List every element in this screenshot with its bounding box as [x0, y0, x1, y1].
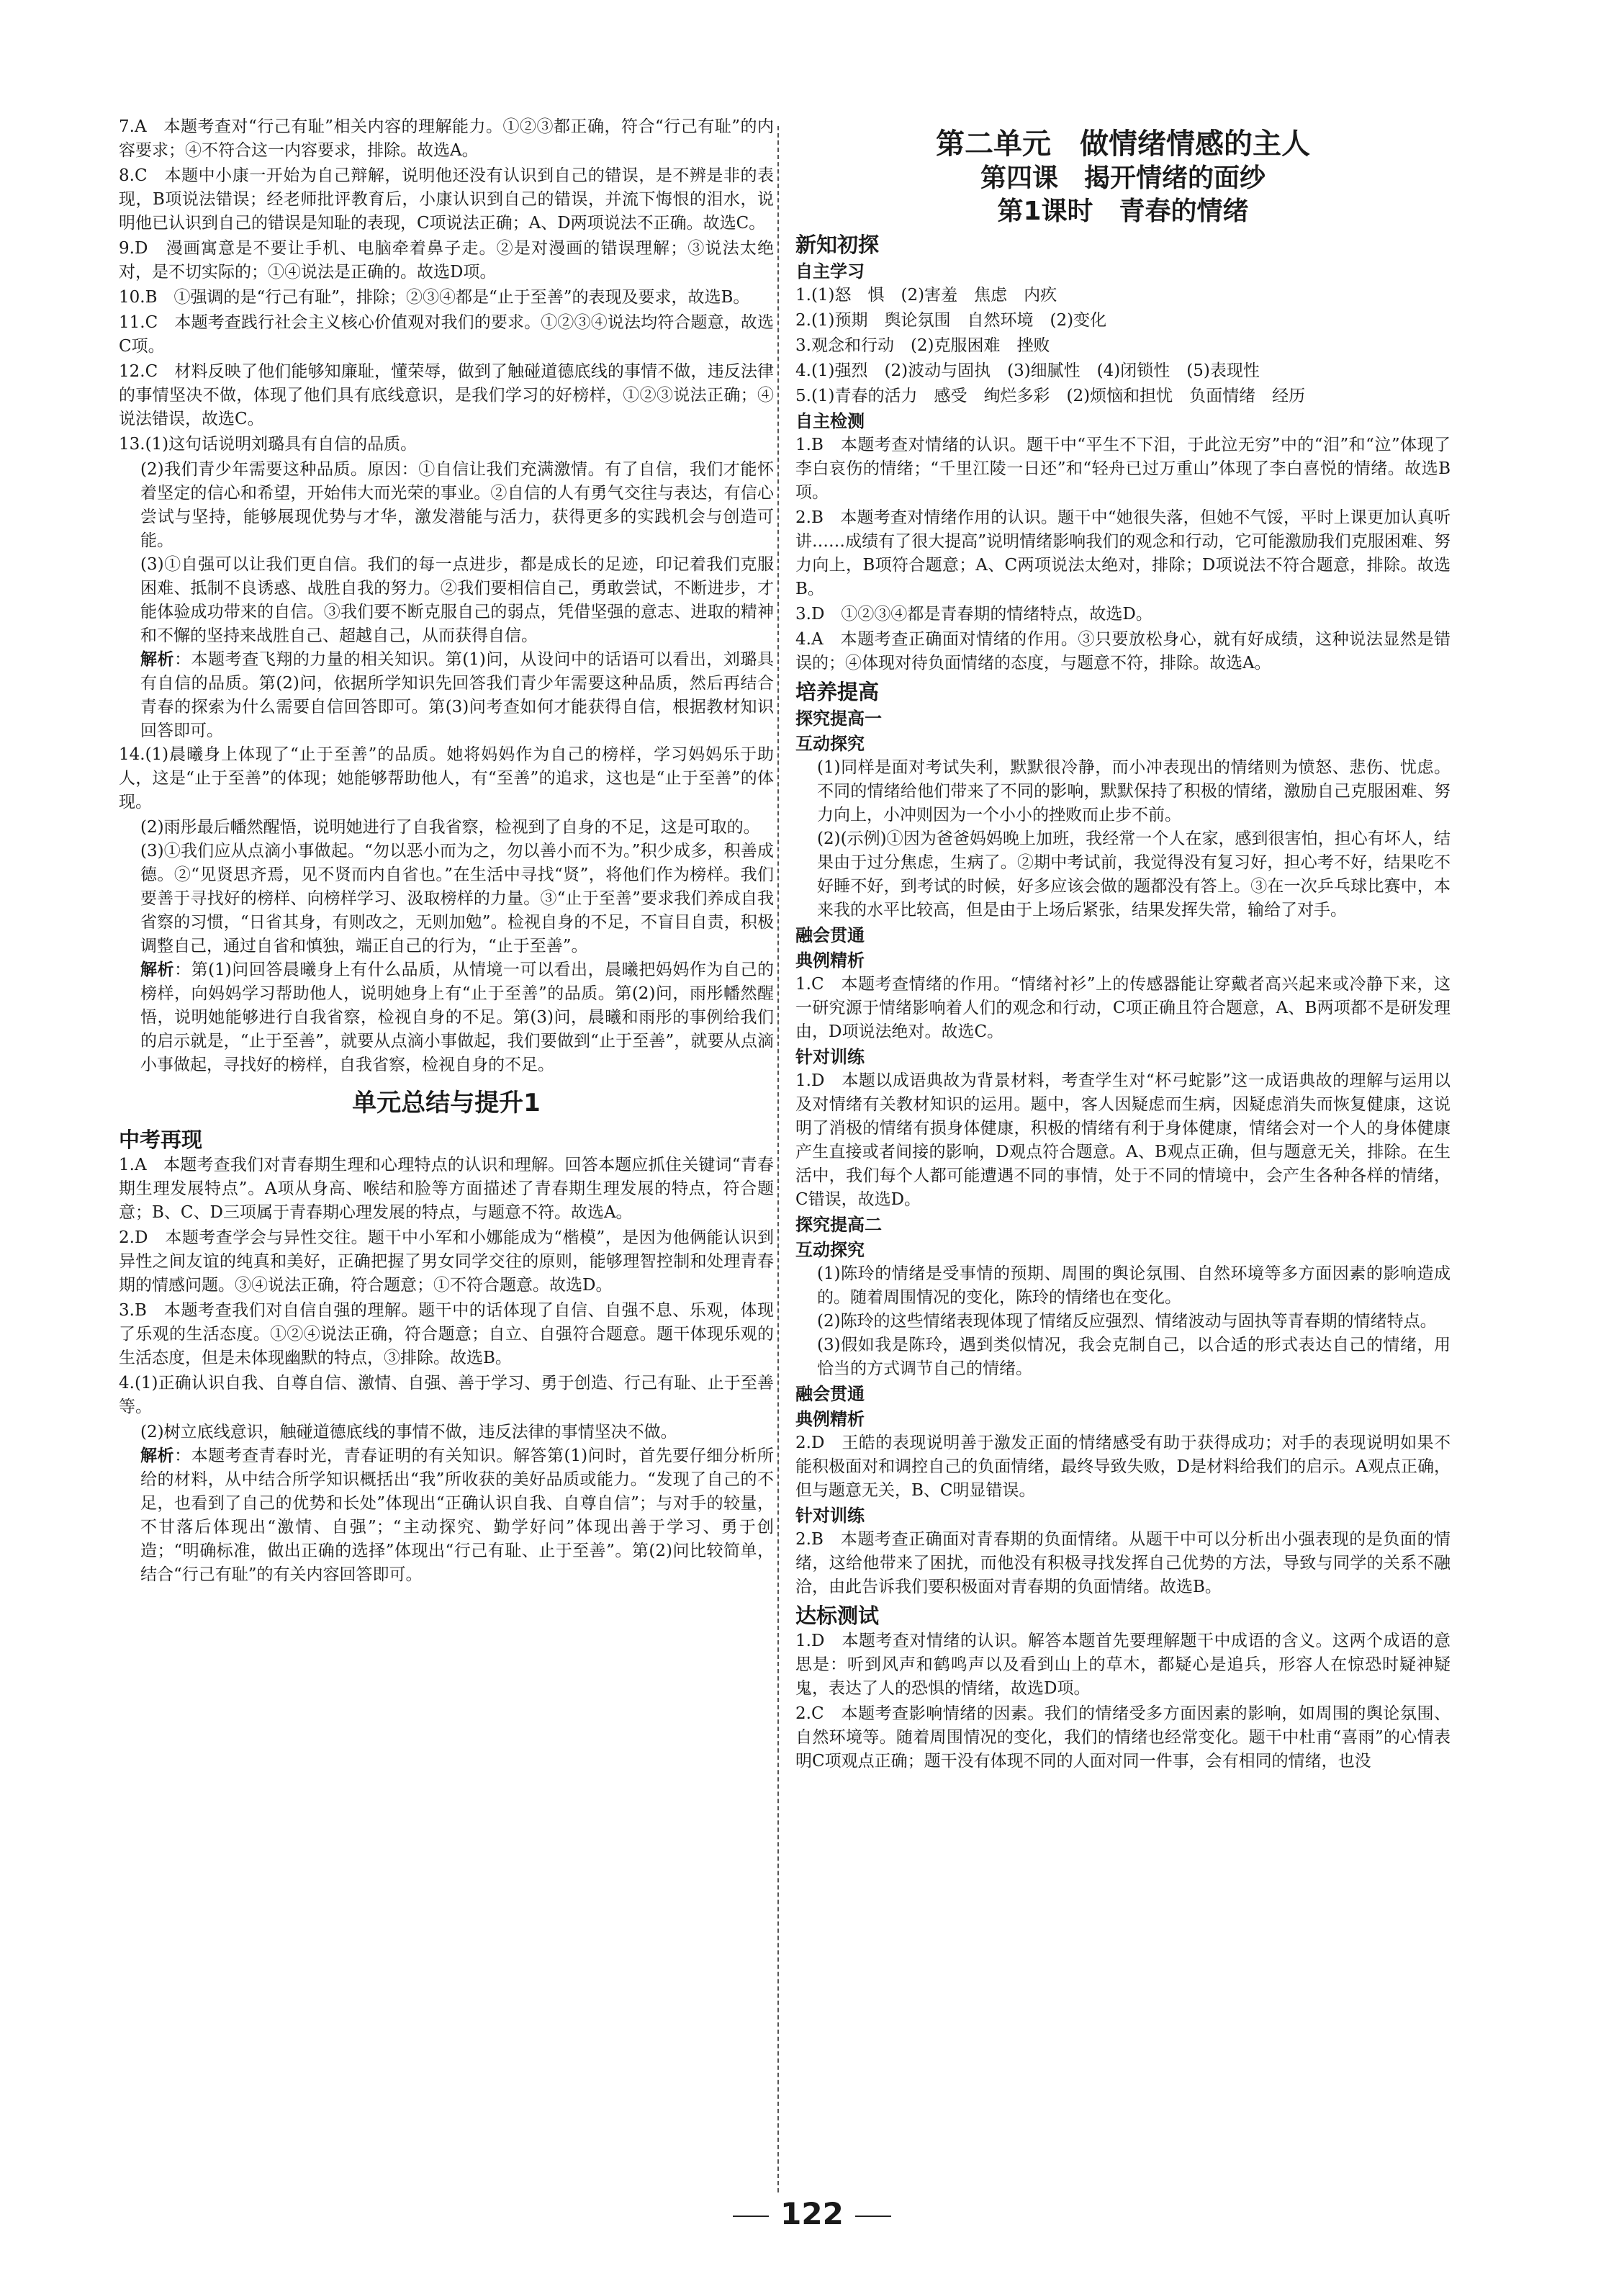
answer-item: 8.C 本题中小康一开始为自己辩解，说明他还没有认识到自己的错误，是不辨是非的表现，B项说法错误；经老师批评教育后，小康认识到自己的错误，并流下悔恨的泪水，说明他已认识到自己的错误是知耻的表现，C项说法正确；A、D两项说法不正确。故选C。 — [119, 166, 774, 233]
subsection-heading: 典例精析 — [795, 950, 865, 971]
answer-13-part-3: (3)①自强可以让我们更自信。我们的每一点进步，都是成长的足迹，印记着我们克服困难、抵制不良诱惑、战胜自我的努力。②我们要相信自己，勇敢尝试，不断进步，才能体验成功带来的自信。③我们要不断克服自己的弱点，凭借坚强的意志、进取的精神和不懈的坚持来战胜自己、超越自己，从而获得自信。 — [140, 555, 774, 645]
zhongkao-4-part-1: 4.(1)正确认识自我、自尊自信、激情、自强、善于学习、勇于创造、行己有耻、止于至善等。 — [119, 1374, 774, 1416]
test-item: 1.D 本题考查对情绪的认识。解答本题首先要理解题干中成语的含义。这两个成语的意思是：听到风声和鹤鸣声以及看到山上的草木，都疑心是追兵，形容人在惊恐时疑神疑鬼，表达了人的恐惧的情绪，故选D项。 — [795, 1632, 1451, 1698]
explore-item: (2)(示例)①因为爸爸妈妈晚上加班，我经常一个人在家，感到很害怕，担心有坏人，结果由于过分焦虑，生病了。②期中考试前，我觉得没有复习好，担心考不好，结果吃不好睡不好，到考试的时候，好多应该会做的题都没有答上。③在一次乒乓球比赛中，本来我的水平比较高，但是由于上场后紧张，结果发挥失常，输给了对手。 — [817, 829, 1451, 919]
subsection-heading: 典例精析 — [795, 1409, 865, 1429]
analysis-label: 解析 — [140, 650, 175, 669]
explore-item: (1)同样是面对考试失利，默默很冷静，而小冲表现出的情绪则为愤怒、悲伤、忧虑。不同的情绪给他们带来了不同的影响，默默保持了积极的情绪，激励自己克服困难、努力向上，小冲则因为一个小小的挫败而止步不前。 — [817, 758, 1451, 824]
left-column — [119, 115, 774, 1587]
practice-item: 2.B 本题考查正确面对青春期的负面情绪。从题干中可以分析出小强表现的是负面的情绪，这给他带来了困扰，而他没有积极寻找发挥自己优势的方法，导致与同学的关系不融洽，由此告诉我们要积极面对青春期的负面情绪。故选B。 — [795, 1530, 1451, 1596]
test-item: 2.C 本题考查影响情绪的因素。我们的情绪受多方面因素的影响，如周围的舆论氛围、自然环境等。随着周围情况的变化，我们的情绪也经常变化。题干中杜甫“喜雨”的心情表明C项观点正确；题干没有体现不同的人面对同一件事，会有相同的情绪，也没 — [795, 1704, 1451, 1771]
subsection-heading: 自主检测 — [795, 411, 865, 431]
example-item: 1.C 本题考查情绪的作用。“情绪衬衫”上的传感器能让穿戴者高兴起来或冷静下来，这一研究源于情绪影响着人们的观念和行动，C项正确且符合题意，A、B两项都不是研发理由，D项说法绝对。故选C。 — [795, 975, 1451, 1041]
section-heading: 新知初探 — [795, 233, 880, 257]
answer-item: 9.D 漫画寓意是不要让手机、电脑牵着鼻子走。②是对漫画的错误理解；③说法太绝对，是不切实际的；①④说法是正确的。故选D项。 — [119, 239, 774, 282]
analysis-label: 解析 — [140, 961, 175, 979]
page-number-dash — [733, 2216, 769, 2217]
subsection-heading: 针对训练 — [795, 1506, 865, 1526]
page-number-value: 122 — [780, 2196, 844, 2231]
zhongkao-item: 1.A 本题考查我们对青春期生理和心理特点的认识和理解。回答本题应抓住关键词“青春期生理发展特点”。A项从身高、喉结和脸等方面描述了青春期生理发展的特点，符合题意；B、C、D三项属于青春期心理发展的特点，与题意不符。故选A。 — [119, 1156, 774, 1222]
subsection-heading: 针对训练 — [795, 1047, 865, 1067]
check-item: 4.A 本题考查正确面对情绪的作用。③只要放松身心，就有好成绩，这种说法显然是错误的；④体现对待负面情绪的态度，与题意不符，排除。故选A。 — [795, 630, 1451, 673]
practice-item: 1.D 本题以成语典故为背景材料，考查学生对“杯弓蛇影”这一成语典故的理解与运用以及对情绪有关教材知识的运用。题中，客人因疑虑而生病，因疑虑消失而恢复健康，这说明了消极的情绪有损身体健康，积极的情绪有利于身体健康，情绪会对一个人的身体健康产生直接或者间接的影响，D观点符合题意。A、B观点正确，但与题意无关，排除。在生活中，我们每个人都可能遭遇不同的事情，处于不同的情境中，会产生各种各样的情绪，C错误，故选D。 — [795, 1071, 1451, 1209]
subsection-heading: 融会贯通 — [795, 1384, 865, 1404]
analysis-label: 解析 — [140, 1447, 175, 1465]
check-item: 1.B 本题考查对情绪的认识。题干中“平生不下泪，于此泣无穷”中的“泪”和“泣”体现了李白哀伤的情绪；“千里江陵一日还”和“轻舟已过万重山”体现了李白喜悦的情绪。故选B项。 — [795, 436, 1451, 502]
section-heading: 达标测试 — [795, 1603, 880, 1628]
explore-item: (2)陈玲的这些情绪表现体现了情绪反应强烈、情绪波动与固执等青春期的情绪特点。 — [817, 1312, 1437, 1331]
check-item: 3.D ①②③④都是青春期的情绪特点，故选D。 — [795, 605, 1152, 624]
explore-item: (3)假如我是陈玲，遇到类似情况，我会克制自己，以合适的形式表达自己的情绪，用恰当的方式调节自己的情绪。 — [817, 1336, 1451, 1378]
zhongkao-4-part-2: (2)树立底线意识，触碰道德底线的事情不做，违反法律的事情坚决不做。 — [140, 1423, 677, 1441]
page-number-dash — [855, 2216, 891, 2217]
answer-item: 11.C 本题考查践行社会主义核心价值观对我们的要求。①②③④说法均符合题意，故选C项。 — [119, 313, 774, 356]
subsection-heading: 互动探究 — [795, 1240, 865, 1260]
unit-summary-title: 单元总结与提升1 — [352, 1089, 541, 1117]
lesson-title: 第四课 揭开情绪的面纱 — [980, 163, 1266, 193]
example-item: 2.D 王皓的表现说明善于激发正面的情绪感受有助于获得成功；对手的表现说明如果不能积极面对和调控自己的负面情绪，最终导致失败，D是材料给我们的启示。A观点正确，但与题意无关，B、C明显错误。 — [795, 1434, 1451, 1500]
study-item: 2.(1)预期 舆论氛围 自然环境 (2)变化 — [795, 311, 1107, 330]
zhongkao-item: 3.B 本题考查我们对自信自强的理解。题干中的话体现了自信、自强不息、乐观，体现了乐观的生活态度。①②④说法正确，符合题意；自立、自强符合题意。题干体现乐观的生活态度，但是未体现幽默的特点，③排除。故选B。 — [119, 1301, 774, 1367]
study-item: 4.(1)强烈 (2)波动与固执 (3)细腻性 (4)闭锁性 (5)表现性 — [795, 361, 1260, 380]
subsection-heading: 互动探究 — [795, 734, 865, 754]
answer-13-analysis — [119, 648, 774, 743]
subsection-heading: 探究提高一 — [795, 709, 882, 729]
study-item: 5.(1)青春的活力 感受 绚烂多彩 (2)烦恼和担忧 负面情绪 经历 — [795, 387, 1306, 405]
check-item: 2.B 本题考查对情绪作用的认识。题干中“她很失落，但她不气馁，平时上课更加认真听讲……成绩有了很大提高”说明情绪影响我们的观念和行动，它可能激励我们克服困难、努力向上，B项符合题意；A、C两项说法太绝对，排除；D项说法不符合题意，排除。故选B。 — [795, 508, 1451, 598]
right-column — [795, 126, 1451, 1775]
answer-item: 10.B ①强调的是“行己有耻”，排除；②③④都是“止于至善”的表现及要求，故选B。 — [119, 288, 750, 307]
column-divider — [777, 126, 779, 2192]
analysis-text: ：本题考查飞翔的力量的相关知识。第(1)问，从设问中的话语可以看出，刘璐具有自信的品质。第(2)问，依据所学知识先回答我们青少年需要这种品质，然后再结合青春的探索为什么需要自信回答即可。第(3)问考查如何才能获得自信，根据教材知识回答即可。 — [140, 650, 774, 740]
explore-item: (1)陈玲的情绪是受事情的预期、周围的舆论氛围、自然环境等多方面因素的影响造成的。随着周围情况的变化，陈玲的情绪也在变化。 — [817, 1264, 1451, 1307]
page-number — [0, 2196, 1624, 2231]
answer-13-part-1: 13.(1)这句话说明刘璐具有自信的品质。 — [119, 435, 418, 454]
answer-14-part-1: 14.(1)晨曦身上体现了“止于至善”的品质。她将妈妈作为自己的榜样，学习妈妈乐于助人，这是“止于至善”的体现；她能够帮助他人，有“至善”的追求，这也是“止于至善”的体现。 — [119, 745, 774, 811]
period-title: 第1课时 青春的情绪 — [997, 197, 1249, 226]
answer-item: 12.C 材料反映了他们能够知廉耻，懂荣辱，做到了触碰道德底线的事情不做，违反法律的事情坚决不做，体现了他们具有底线意识，是我们学习的好榜样，①②③说法正确；④说法错误，故选C。 — [119, 362, 774, 428]
unit-title: 第二单元 做情绪情感的主人 — [936, 127, 1310, 161]
subsection-heading: 融会贯通 — [795, 925, 865, 945]
answer-14-part-3: (3)①我们应从点滴小事做起。“勿以恶小而为之，勿以善小而不为。”积少成多，积善成德。②“见贤思齐焉，见不贤而内自省也。”在生活中寻找“贤”，将他们作为榜样。我们要善于寻找好的榜样、向榜样学习、汲取榜样的力量。③“止于至善”要求我们养成自我省察的习惯，“日省其身，有则改之，无则加勉”。检视自身的不足，不盲目自责，积极调整自己，通过自省和慎独，端正自己的行为，“止于至善”。 — [140, 842, 774, 955]
analysis-text: ：第(1)问回答晨曦身上有什么品质，从情境一可以看出，晨曦把妈妈作为自己的榜样，向妈妈学习帮助他人，说明她身上有“止于至善”的品质。第(2)问，雨彤幡然醒悟，说明她能够进行自我省察，检视自身的不足。第(3)问，晨曦和雨彤的事例给我们的启示就是，“止于至善”，就要从点滴小事做起，我们要做到“止于至善”，就要从点滴小事做起，寻找好的榜样，自我省察，检视自身的不足。 — [140, 961, 774, 1074]
answer-14-part-2: (2)雨彤最后幡然醒悟，说明她进行了自我省察，检视到了自身的不足，这是可取的。 — [140, 818, 760, 837]
analysis-text: ：本题考查青春时光，青春证明的有关知识。解答第(1)问时，首先要仔细分析所给的材料，从中结合所学知识概括出“我”所收获的美好品质或能力。“发现了自己的不足，也看到了自己的优势和长处”体现出“正确认识自我、自尊自信”；与对手的较量，不甘落后体现出“激情、自强”；“主动探究、勤学好问”体现出善于学习、勇于创造；“明确标准，做出正确的选择”体现出“行己有耻、止于至善”。第(2)问比较简单，结合“行己有耻”的有关内容回答即可。 — [140, 1447, 774, 1584]
subsection-heading: 自主学习 — [795, 261, 865, 282]
section-heading: 培养提高 — [795, 680, 880, 704]
answer-13-part-2: (2)我们青少年需要这种品质。原因：①自信让我们充满激情。有了自信，我们才能怀着坚定的信心和希望，开始伟大而光荣的事业。②自信的人有勇气交往与表达，有信心尝试与坚持，能够展现优势与才华，激发潜能与活力，获得更多的实践机会与创造可能。 — [140, 460, 774, 550]
study-item: 1.(1)怒 惧 (2)害羞 焦虑 内疚 — [795, 286, 1057, 305]
zhongkao-item: 2.D 本题考查学会与异性交往。题干中小军和小娜能成为“楷模”，是因为他俩能认识到异性之间友谊的纯真和美好，正确把握了男女同学交往的原则，能够理智控制和处理青春期的情感问题。③④说法正确，符合题意；①不符合题意。故选D。 — [119, 1228, 774, 1295]
answer-item: 7.A 本题考查对“行己有耻”相关内容的理解能力。①②③都正确，符合“行己有耻”的内容要求；④不符合这一内容要求，排除。故选A。 — [119, 117, 774, 160]
answer-14-analysis — [119, 958, 774, 1077]
zhongkao-4-analysis — [119, 1444, 774, 1587]
zhongkao-heading: 中考再现 — [119, 1128, 203, 1152]
study-item: 3.观念和行动 (2)克服困难 挫败 — [795, 336, 1050, 355]
subsection-heading: 探究提高二 — [795, 1215, 882, 1235]
